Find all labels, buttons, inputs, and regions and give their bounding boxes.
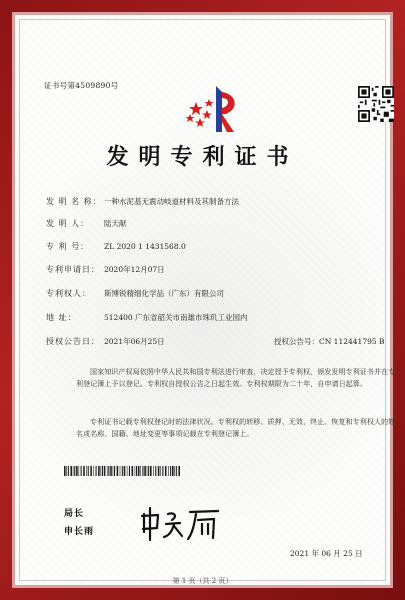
patent-office-emblem bbox=[178, 80, 250, 136]
official-name: 申长雨 bbox=[64, 527, 95, 537]
grant-no: CN 112441795 B bbox=[319, 337, 385, 346]
grant-no-label: 授权公告号： bbox=[274, 337, 319, 346]
address-label: 地 址： bbox=[46, 313, 77, 322]
page-indicator: 第 1 页（共 2 页） bbox=[172, 577, 233, 585]
filing-date-row bbox=[46, 264, 165, 275]
grant-date-label: 授权公告日： bbox=[46, 337, 100, 346]
invention-name-row bbox=[46, 196, 239, 207]
patent-no-label: 专 利 号： bbox=[46, 242, 90, 251]
grant-date: 2021年06月25日 bbox=[104, 337, 165, 346]
inventor-label: 发 明 人： bbox=[46, 219, 90, 228]
certificate-title: 发明专利证书 bbox=[106, 144, 299, 170]
patentee: 斯博锐精细化学品（广东）有限公司 bbox=[104, 289, 224, 298]
qr-code bbox=[358, 86, 394, 122]
official-title: 局长 bbox=[64, 509, 85, 519]
grant-statement: 国家知识产权局依照中华人民共和国专利法进行审查，决定授予专利权，颁发发明专利证书并在专利登记簿上予以登记。专利权自授权公告之日起生效。专利权期限为二十年，自申请日起算。 bbox=[76, 368, 396, 388]
grant-no-group bbox=[274, 336, 385, 347]
barcode bbox=[64, 466, 182, 476]
grant-date-row bbox=[46, 336, 385, 347]
filing-date: 2020年12月07日 bbox=[104, 265, 165, 274]
patent-no-row bbox=[46, 241, 186, 252]
inventor: 陆天献 bbox=[104, 219, 127, 228]
certificate-sheet bbox=[19, 19, 396, 585]
director-signature bbox=[138, 506, 228, 542]
patent-no: ZL 2020 1 1431568.0 bbox=[104, 242, 186, 251]
filing-date-label: 专利申请日： bbox=[46, 265, 100, 274]
certificate-number: 证书号第4509890号 bbox=[44, 81, 119, 90]
invention-name-label: 发 明 名 称： bbox=[46, 197, 102, 206]
patentee-row bbox=[46, 288, 224, 299]
legal-status-statement: 专利证书记载专利权登记时的法律状况。专利权的转移、质押、无效、终止、恢复和专利权人的姓名或名称、国籍、地址变更等事项记载在专利登记簿上。 bbox=[76, 418, 396, 438]
frame-border bbox=[12, 12, 396, 588]
address: 512400 广东省韶关市南雄市珠玑工业园内 bbox=[104, 313, 248, 322]
invention-name: 一种水泥基无震动岐道材料及其制备方法 bbox=[104, 197, 239, 206]
inventor-row bbox=[46, 218, 127, 229]
issue-date: 2021 年 06 月 25 日 bbox=[290, 549, 363, 558]
patentee-label: 专利权人： bbox=[46, 289, 91, 298]
address-row bbox=[46, 312, 248, 323]
